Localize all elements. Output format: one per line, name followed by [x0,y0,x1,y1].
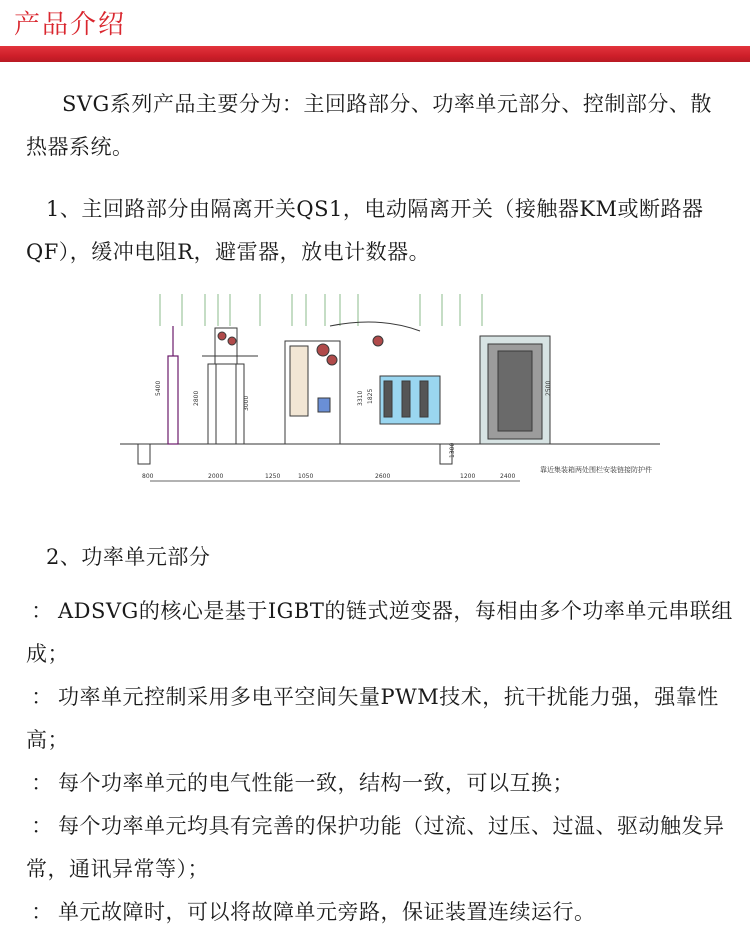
intro-paragraph: SVG系列产品主要分为：主回路部分、功率单元部分、控制部分、散热器系统。 [26,92,712,159]
main-circuit-paragraph: 1、主回路部分由隔离开关QS1，电动隔离开关（接触器KM或断路器QF），缓冲电阻R，避雷器，放电计数器。 [26,197,704,264]
power-unit-item-text: 每个功率单元均具有完善的保护功能（过流、过压、过温、驱动触发异常，通讯异常等）； [26,814,725,881]
power-unit-item [26,676,736,762]
height-label: 5400 [155,380,162,396]
power-unit-item-text: ADSVG的核心是基于IGBT的链式逆变器，每相由多个功率单元串联组成； [26,599,733,666]
height-label: 2800 [193,390,200,406]
height-label: 1300 [449,442,456,458]
dimension-label: 1250 [265,473,281,480]
dimension-labels [142,473,515,480]
dimension-label: 2600 [375,473,391,480]
bullet-marker: ： [31,900,53,924]
power-unit-item [26,762,736,805]
bullet-marker: ： [31,814,53,838]
bullet-marker: ： [31,685,53,709]
power-unit-heading: 2、功率单元部分 [46,545,211,569]
container-unit [480,336,550,444]
power-unit-list [26,590,736,934]
small-boxes [138,444,452,464]
title-underline-bar [0,46,750,62]
power-unit-item-text: 每个功率单元的电气性能一致，结构一致，可以互换； [58,771,574,795]
leader-lines [160,294,482,326]
dimension-label: 2000 [208,473,224,480]
disconnector [202,328,258,444]
height-label: 1825 [367,388,374,404]
dimension-label: 1200 [460,473,476,480]
height-label: 3000 [243,395,250,411]
transformer [285,341,340,444]
arrester-cabinet [330,322,440,424]
power-unit-item-text: 单元故障时，可以将故障单元旁路，保证装置连续运行。 [58,900,596,924]
dimension-label: 2400 [500,473,516,480]
dimension-label: 1050 [298,473,314,480]
svg-layout-diagram [120,286,665,491]
power-unit-item [26,891,736,934]
bullet-marker: ： [31,771,53,795]
power-unit-item-text: 功率单元控制采用多电平空间矢量PWM技术，抗干扰能力强，强靠性高； [26,685,719,752]
diagram-note: 靠近集装箱两处围栏安装链接防护件 [540,466,652,474]
height-label: 3310 [357,390,364,406]
dimension-label: 800 [142,473,154,480]
power-unit-item [26,805,736,891]
left-post [168,326,178,444]
bullet-marker: ： [31,599,53,623]
page-title: 产品介绍 [14,10,127,40]
height-label: 2500 [545,380,552,396]
power-unit-item [26,590,736,676]
